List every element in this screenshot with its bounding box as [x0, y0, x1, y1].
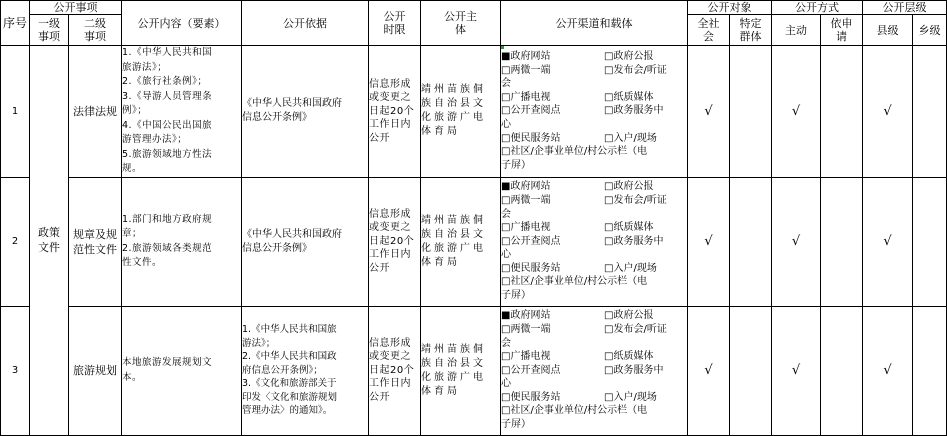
channel-option: □社区/企事业单位/村公示栏（电: [501, 276, 648, 288]
check-method-active: √: [772, 46, 821, 178]
header-time-limit: 公开时限: [369, 1, 421, 46]
channel-option: □入户/现场: [604, 262, 657, 274]
row-content: 1.《中华人民共和国 旅游法》； 2.《旅行社条例》； 3.《导游人员管理条 例》； 4.《中国公民出国旅 游管理办法》； 5.旅游领域地方性法 规。: [122, 46, 242, 178]
channel-option: □纸质媒体: [604, 222, 654, 234]
row-seq: 3: [1, 306, 30, 435]
row-sub-item: 法律法规: [69, 46, 122, 178]
header-method-active: 主动: [772, 15, 821, 46]
channel-option: □政务服务中: [604, 105, 664, 117]
channel-option-line: [501, 104, 687, 118]
channel-option: 会: [501, 337, 511, 349]
channel-option: □纸质媒体: [604, 91, 654, 103]
channel-option: □社区/企事业单位/村公示栏（电: [501, 405, 648, 417]
channel-option: 会: [501, 208, 511, 220]
check-audience-specific: [730, 46, 772, 178]
channel-option-line: [501, 377, 687, 391]
channel-option: 子屏）: [501, 419, 531, 431]
check-method-active: √: [772, 177, 821, 306]
channel-option: ■政府网站: [501, 181, 551, 193]
header-level-town: 乡级: [913, 15, 947, 46]
header-channels: 公开渠道和载体: [501, 1, 688, 46]
check-audience-all: √: [688, 177, 730, 306]
channel-option: □广播电视: [501, 351, 551, 363]
check-level-town: [913, 46, 947, 178]
check-audience-all: √: [688, 46, 730, 178]
channel-option: □入户/现场: [604, 391, 657, 403]
channel-option-line: [501, 275, 687, 289]
channel-option: □政务服务中: [604, 235, 664, 247]
channel-option: 心: [501, 378, 511, 390]
channel-option-line: [501, 77, 687, 91]
channel-option: □两微一端: [501, 194, 551, 206]
table-row: [1, 306, 947, 435]
check-method-request: [821, 306, 863, 435]
category-cell: 政策文件: [30, 46, 69, 436]
channel-option-line: [501, 404, 687, 418]
table-row: [1, 177, 947, 306]
channel-option-line: [501, 248, 687, 262]
channel-option: □政府公报: [604, 51, 654, 63]
header-subject: 公开主体: [421, 1, 501, 46]
header-level2: 二级事项: [69, 15, 122, 46]
channel-option-line: [501, 159, 687, 173]
channel-option: 子屏）: [501, 159, 531, 171]
channel-option: 会: [501, 78, 511, 90]
channel-option-line: [501, 145, 687, 159]
row-channels: [501, 46, 688, 178]
row-time-limit: 信息形成 或变更之 日起20个 工作日内 公开: [369, 306, 421, 435]
row-seq: 2: [1, 177, 30, 306]
check-level-town: [913, 306, 947, 435]
channel-option: □便民服务站: [501, 391, 561, 403]
channel-option: □广播电视: [501, 91, 551, 103]
header-level-county: 县级: [863, 15, 913, 46]
channel-option: 心: [501, 119, 511, 131]
header-method-request: 依申请: [821, 15, 863, 46]
channel-option-line: [501, 262, 687, 276]
row-sub-item: 规章及规范性文件: [69, 177, 122, 306]
check-audience-all: √: [688, 306, 730, 435]
channel-option: □入户/现场: [604, 132, 657, 144]
table-row: [1, 46, 947, 178]
row-subject: 靖州苗族侗 族自治县文 化旅游广电 体育局: [421, 177, 501, 306]
channel-option: □发布会/听证: [604, 323, 667, 335]
channel-option: 心: [501, 249, 511, 261]
check-method-request: [821, 177, 863, 306]
row-channels: [501, 177, 688, 306]
header-seq: 序号: [1, 1, 30, 46]
header-method: 公开方式: [772, 1, 863, 15]
row-channels: [501, 306, 688, 435]
channel-option-line: [501, 289, 687, 303]
channel-option-line: [501, 323, 687, 337]
header-basis: 公开依据: [242, 1, 369, 46]
channel-option-line: [501, 180, 687, 194]
channel-option: 子屏）: [501, 290, 531, 302]
channel-option-line: [501, 91, 687, 105]
row-basis: 《中华人民共和国政府 信息公开条例》: [242, 177, 369, 306]
row-seq: 1: [1, 46, 30, 178]
channel-option-line: [501, 221, 687, 235]
row-time-limit: 信息形成 或变更之 日起20个 工作日内 公开: [369, 46, 421, 178]
channel-option-line: [501, 418, 687, 432]
check-method-active: √: [772, 306, 821, 435]
check-method-request: [821, 46, 863, 178]
header-level1: 一级事项: [30, 15, 69, 46]
check-level-county: √: [863, 46, 913, 178]
channel-option-line: [501, 337, 687, 351]
channel-option: □便民服务站: [501, 262, 561, 274]
check-audience-specific: [730, 306, 772, 435]
channel-option: □广播电视: [501, 222, 551, 234]
header-audience-specific: 特定群体: [730, 15, 772, 46]
header-audience: 公开对象: [688, 1, 772, 15]
check-level-county: √: [863, 306, 913, 435]
row-subject: 靖州苗族侗 族自治县文 化旅游广电 体育局: [421, 306, 501, 435]
channel-option-line: [501, 350, 687, 364]
channel-option: □公开查阅点: [501, 235, 561, 247]
channel-option: □政务服务中: [604, 364, 664, 376]
row-time-limit: 信息形成 或变更之 日起20个 工作日内 公开: [369, 177, 421, 306]
header-level: 公开层级: [863, 1, 947, 15]
channel-option: □政府公报: [604, 310, 654, 322]
channel-option-line: [501, 132, 687, 146]
channel-option: □便民服务站: [501, 132, 561, 144]
channel-option: ■政府网站: [501, 51, 551, 63]
check-level-county: √: [863, 177, 913, 306]
row-subject: 靖州苗族侗 族自治县文 化旅游广电 体育局: [421, 46, 501, 178]
row-basis: 1.《中华人民共和国旅 游法》； 2.《中华人民共和国政 府信息公开条例》； 3.《文化和旅游部关于 印发〈文化和旅游规划 管理办法〉的通知》。: [242, 306, 369, 435]
check-audience-specific: [730, 177, 772, 306]
channel-option-line: [501, 50, 687, 64]
channel-option: □两微一端: [501, 323, 551, 335]
channel-option: □社区/企事业单位/村公示栏（电: [501, 146, 648, 158]
channel-option-line: [501, 64, 687, 78]
channel-option: □公开查阅点: [501, 364, 561, 376]
check-level-town: [913, 177, 947, 306]
channel-option-line: [501, 194, 687, 208]
row-content: 1.部门和地方政府规 章； 2.旅游领域各类规范 性文件。: [122, 177, 242, 306]
channel-option-line: [501, 391, 687, 405]
channel-option-line: [501, 208, 687, 222]
channel-option: ■政府网站: [501, 310, 551, 322]
row-basis: 《中华人民共和国政府 信息公开条例》: [242, 46, 369, 178]
channel-option: □两微一端: [501, 64, 551, 76]
header-audience-all: 全社会: [688, 15, 730, 46]
channel-option-line: [501, 118, 687, 132]
channel-option: □发布会/听证: [604, 64, 667, 76]
header-content: 公开内容（要素）: [122, 1, 242, 46]
row-content: 本地旅游发展规划文 本。: [122, 306, 242, 435]
cell-selection-marker: [501, 46, 504, 49]
channel-option-line: [501, 235, 687, 249]
channel-option: □发布会/听证: [604, 194, 667, 206]
channel-option-line: [501, 309, 687, 323]
channel-option: □纸质媒体: [604, 351, 654, 363]
row-sub-item: 旅游规划: [69, 306, 122, 435]
header-public-items: 公开事项: [30, 1, 122, 15]
channel-option-line: [501, 364, 687, 378]
channel-option: □公开查阅点: [501, 105, 561, 117]
channel-option: □政府公报: [604, 181, 654, 193]
